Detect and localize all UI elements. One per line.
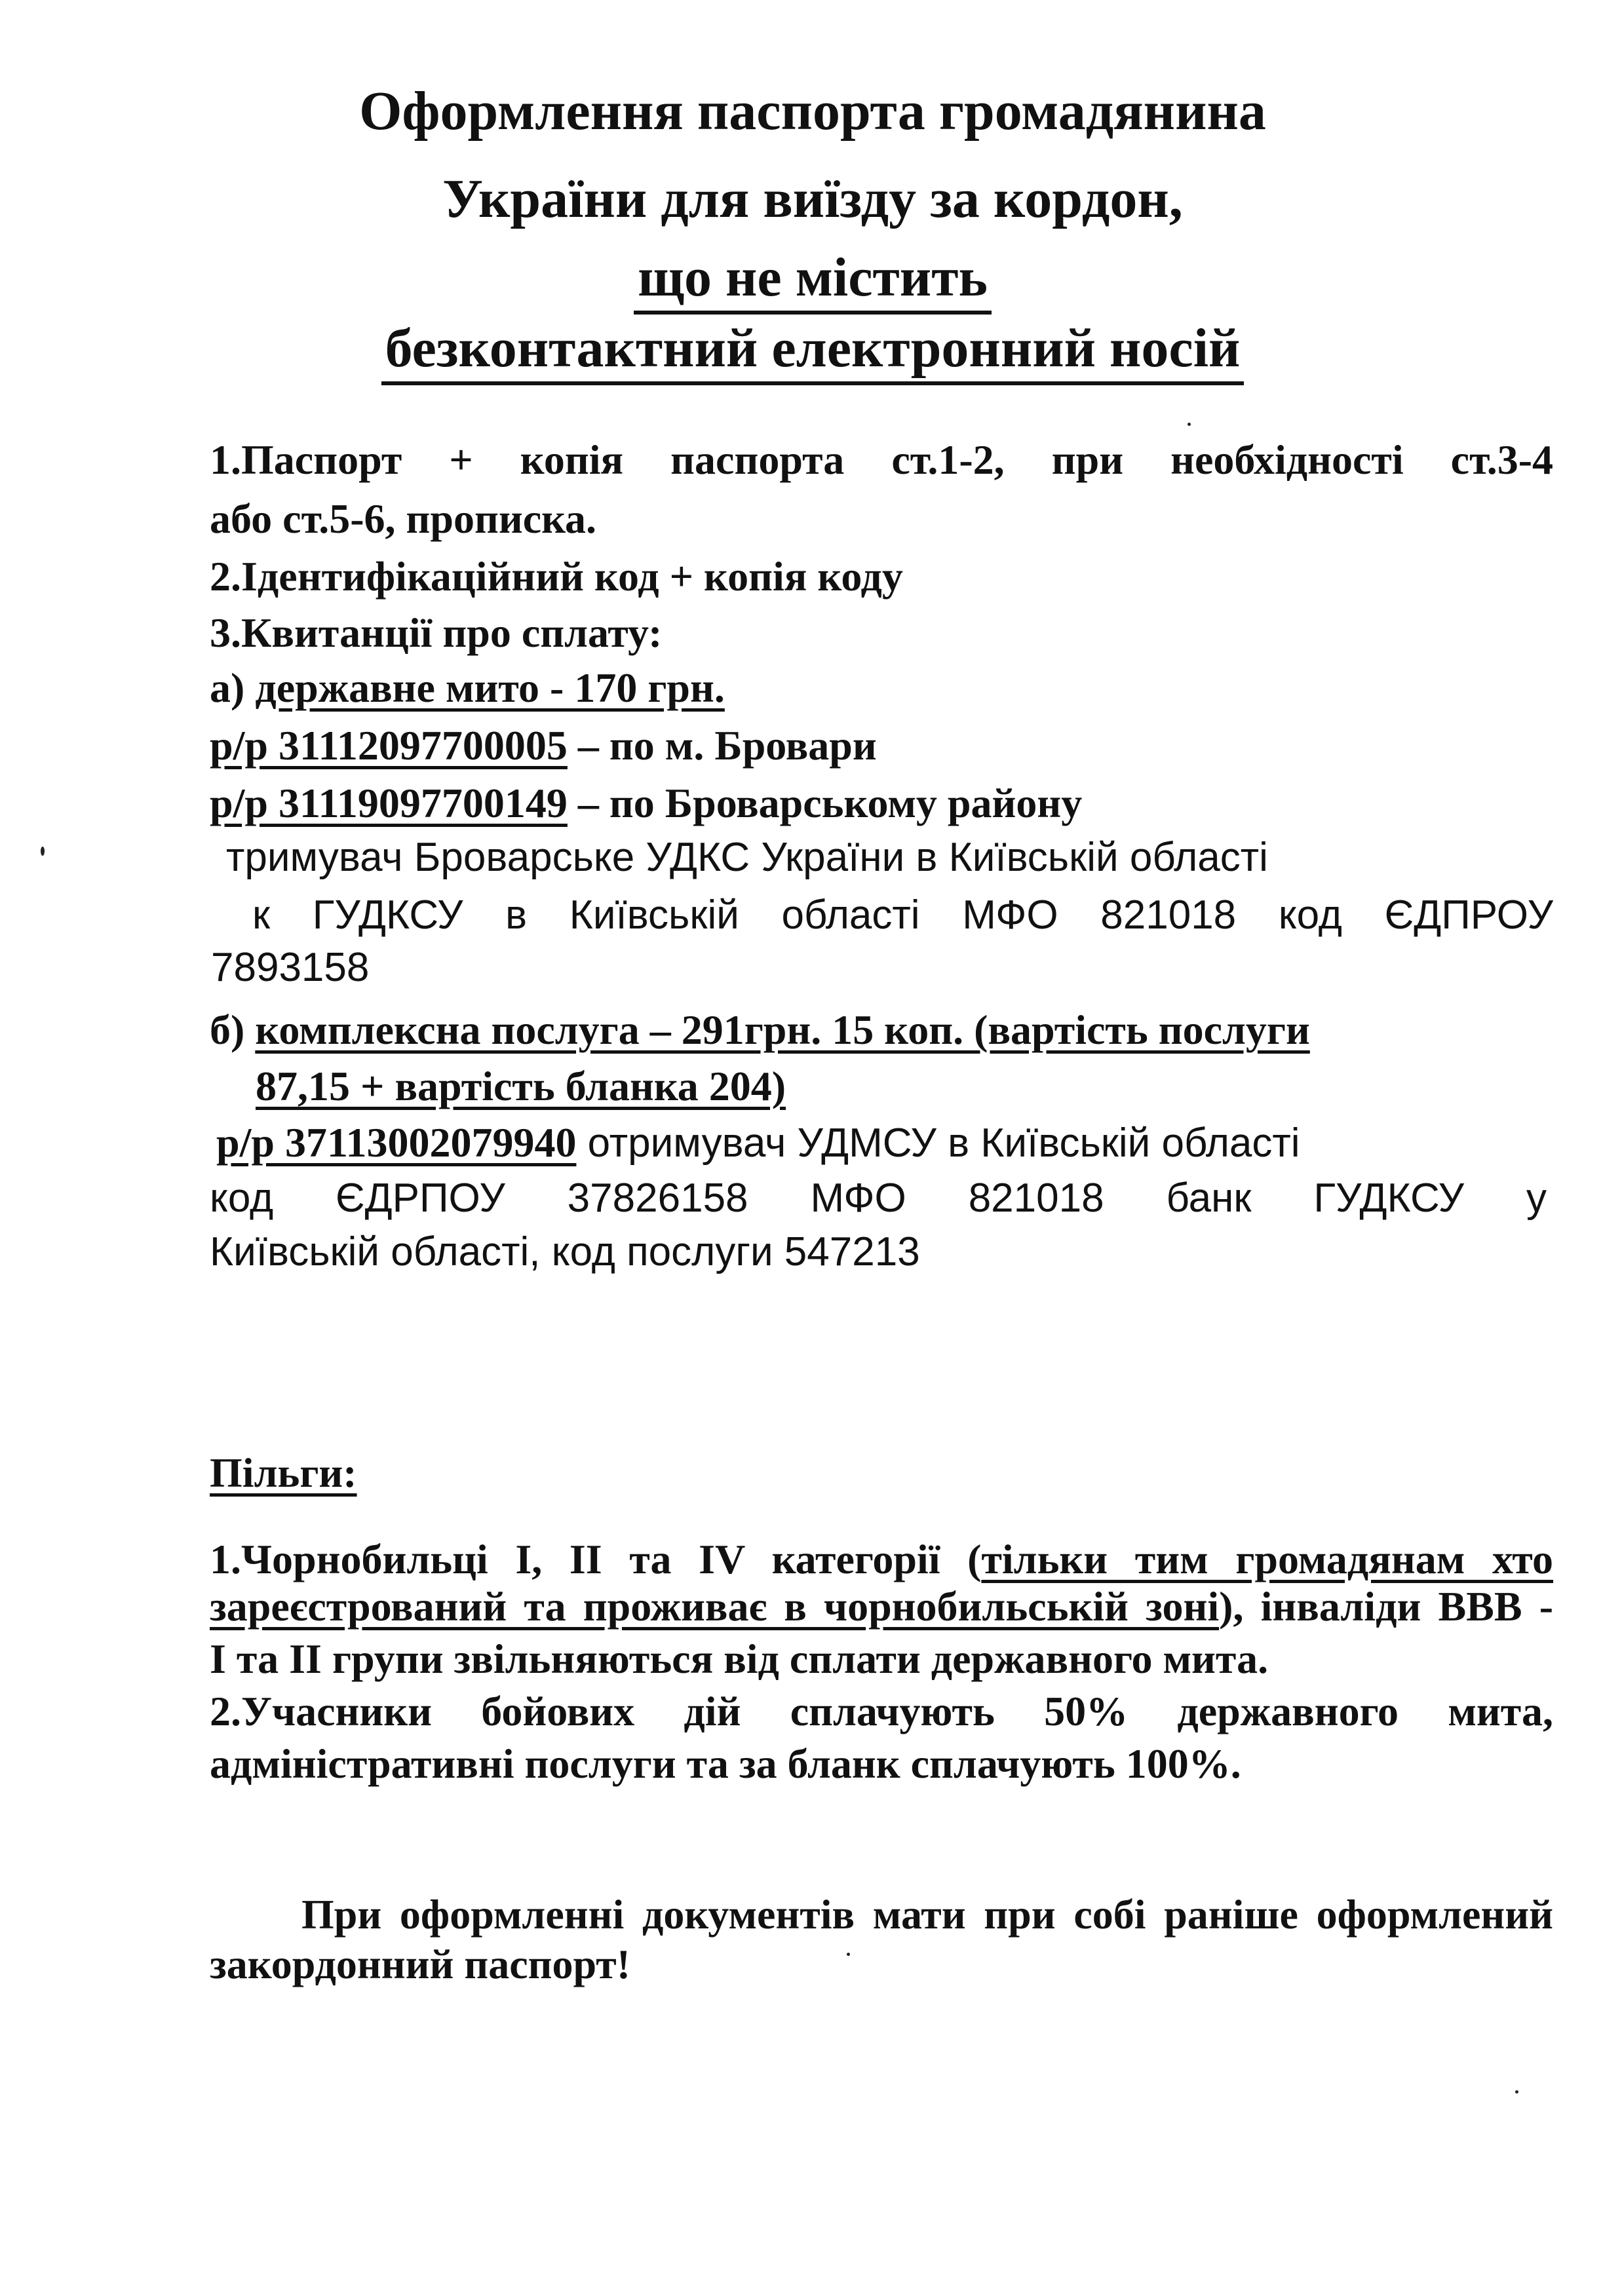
title-line-4 <box>131 318 1494 379</box>
scan-speck <box>1188 423 1191 426</box>
note-line-1: При оформленні документів мати при собі раніше оформлений <box>301 1891 1553 1938</box>
scan-speck <box>1515 2090 1518 2094</box>
benefit-1-line-1-text: 1.Чорнобильці І, ІІ та IV категорії ( <box>210 1536 982 1582</box>
state-fee: державне мито - 170 грн. <box>255 664 725 711</box>
scan-speck <box>847 1953 850 1956</box>
account-3 <box>216 1119 1560 1166</box>
req-item-3: 3.Квитанції про сплату: <box>210 609 663 656</box>
benefits-heading-text: Пільги: <box>210 1449 357 1496</box>
req-item-3b-line-2 <box>256 1065 1599 1107</box>
account-1 <box>210 722 1553 769</box>
req-item-3b-prefix: б) <box>210 1006 245 1053</box>
account-3-number: р/р 37113002079940 <box>216 1119 577 1166</box>
account-3-line-2: код ЄДРПОУ 37826158 МФО 821018 банк ГУДКСУ у <box>210 1176 1547 1221</box>
complex-service-fee: комплексна послуга – 291грн. 15 коп. (вартість послуги <box>255 1006 1310 1053</box>
title-line-1: Оформлення паспорта громадянина <box>359 81 1266 142</box>
benefit-1-line-2-text: ), інваліди ВВВ - <box>1219 1583 1554 1630</box>
benefit-1-condition-part-1: тільки тим громадянам хто <box>981 1536 1554 1582</box>
title-line-3 <box>131 247 1494 308</box>
account-3-desc: отримувач УДМСУ в Київській області <box>576 1120 1300 1166</box>
scan-speck <box>41 847 45 856</box>
req-item-1-line-2: або ст.5-6, прописка. <box>210 495 597 542</box>
req-item-3a <box>210 664 1553 711</box>
account-3-line-3: Київській області, код послуги 547213 <box>210 1229 920 1274</box>
benefit-2-line-1: 2.Учасники бойових дій сплачують 50% державного мита, <box>210 1688 1553 1734</box>
benefit-1-condition-part-2: зареєстрований та проживає в чорнобильській зоні <box>210 1583 1220 1630</box>
account-2-desc: – по Броварському району <box>567 780 1083 826</box>
benefit-2-line-2: адміністративні послуги та за бланк сплачують 100%. <box>210 1740 1241 1787</box>
account-2-number: р/р 31119097700149 <box>210 780 568 826</box>
title-line-2: України для виїзду за кордон, <box>442 168 1183 229</box>
req-item-3b-line-1 <box>210 1006 1553 1053</box>
benefits-heading <box>210 1449 1553 1496</box>
recipient-1-line-3: 7893158 <box>211 945 370 990</box>
account-1-number: р/р 31112097700005 <box>210 722 568 769</box>
benefit-1-line-2 <box>210 1583 1554 1630</box>
account-2 <box>210 782 1553 824</box>
benefit-1-line-1 <box>210 1536 1554 1582</box>
recipient-1-line-1: тримувач Броварське УДКС України в Київській області <box>226 835 1268 880</box>
title-line-4-text: безконтактний електронний носій <box>381 318 1245 385</box>
complex-service-breakdown: 87,15 + вартість бланка 204) <box>256 1063 786 1109</box>
recipient-1-line-2: к ГУДКСУ в Київській області МФО 821018 код ЄДПРОУ <box>252 892 1553 938</box>
req-item-2: 2.Ідентифікаційний код + копія коду <box>210 553 903 600</box>
account-1-desc: – по м. Бровари <box>567 722 877 769</box>
title-line-3-text: що не містить <box>634 247 992 315</box>
note-line-2: закордонний паспорт! <box>210 1941 631 1987</box>
req-item-1-line-1: 1.Паспорт + копія паспорта ст.1-2, при необхідності ст.3-4 <box>210 436 1553 483</box>
req-item-3a-prefix: а) <box>210 664 245 711</box>
benefit-1-line-3: І та ІІ групи звільняються від сплати державного мита. <box>210 1636 1269 1682</box>
